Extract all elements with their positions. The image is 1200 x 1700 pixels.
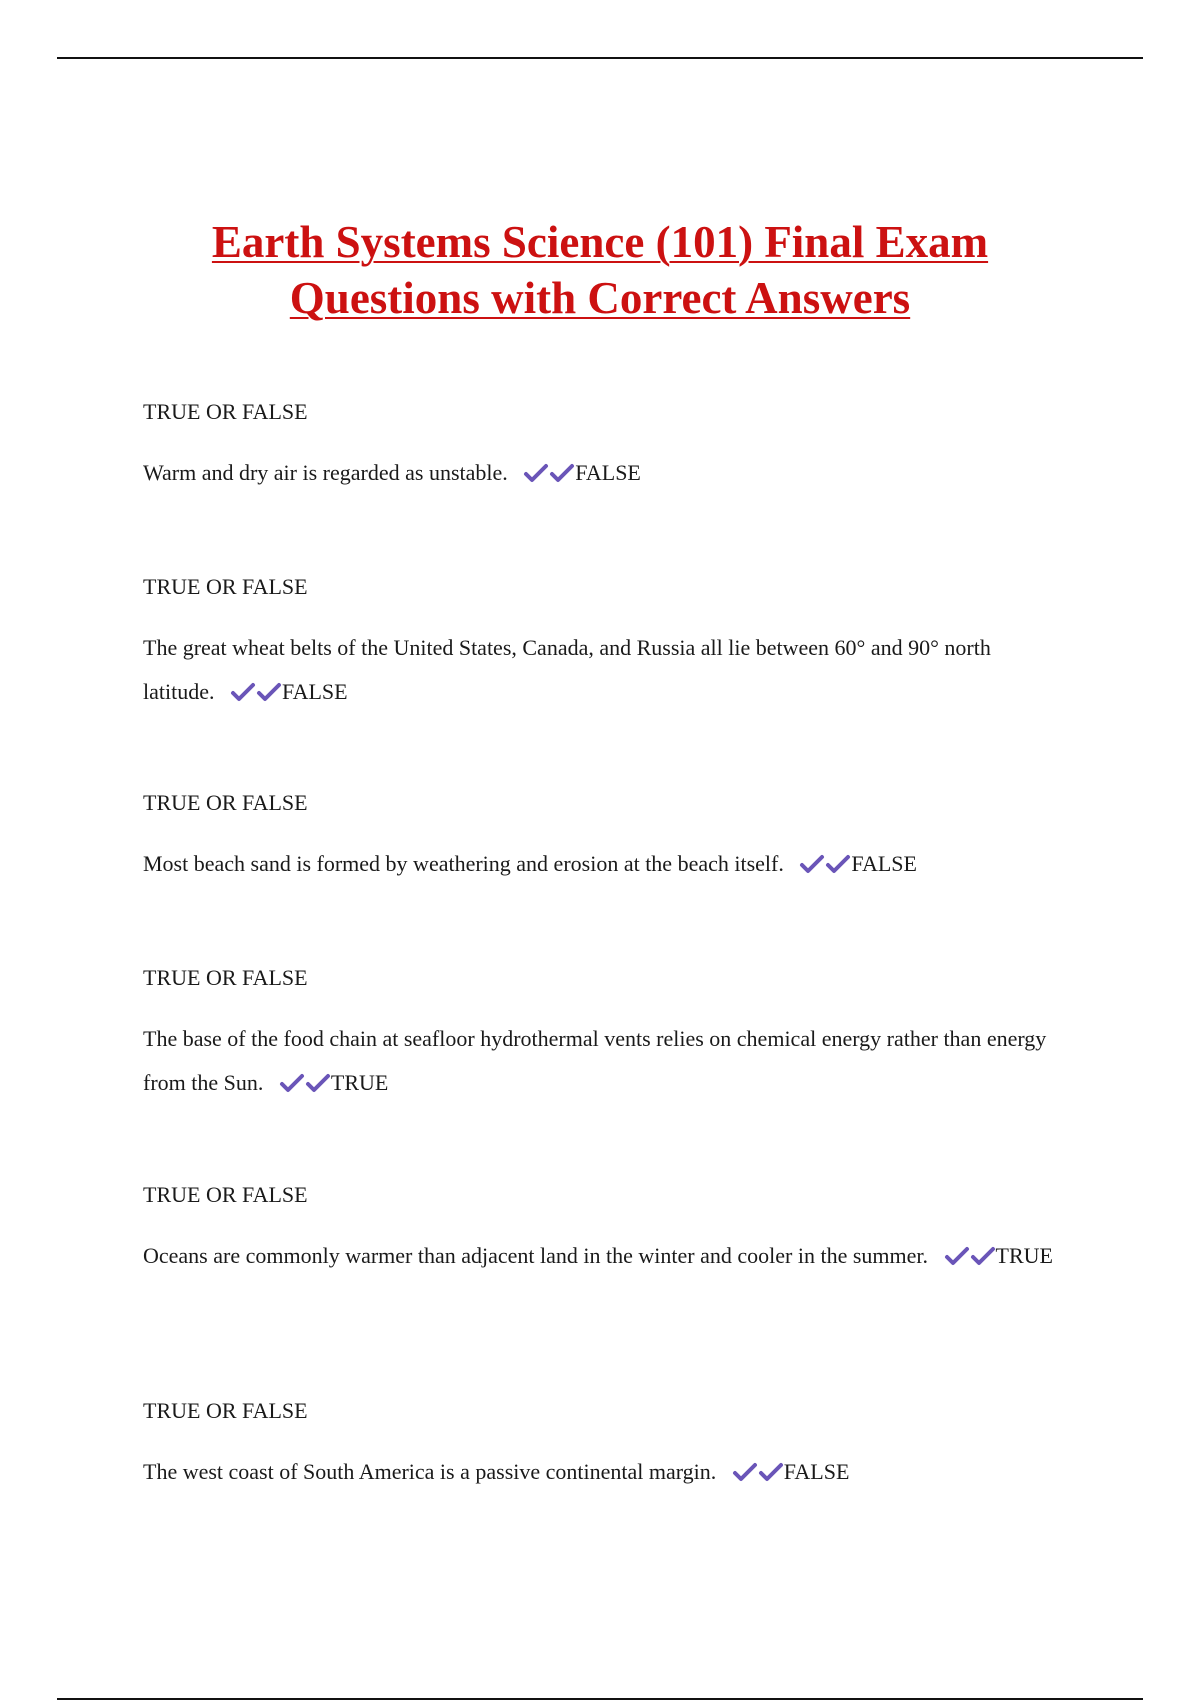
checkmark-icon (799, 854, 825, 874)
question-label: TRUE OR FALSE (143, 399, 308, 424)
question-text: The great wheat belts of the United States, Canada, and Russia all lie between 60° and 90° north latitude. (143, 635, 991, 704)
answer-value: FALSE (575, 460, 641, 485)
question-label: TRUE OR FALSE (143, 1398, 308, 1423)
checkmark-icon (230, 682, 256, 702)
checkmark-icon (279, 1073, 305, 1093)
checkmark-icon (305, 1073, 331, 1093)
checkmark-icon (732, 1462, 758, 1482)
question-text-line (143, 626, 1063, 714)
title-line-2: Questions with Correct Answers (289, 273, 911, 323)
question-text-line (143, 1017, 1063, 1105)
answer-checks (944, 1243, 996, 1268)
question-label: TRUE OR FALSE (143, 574, 308, 599)
question-label: TRUE OR FALSE (143, 790, 308, 815)
question-text-line (143, 451, 1063, 495)
question-item (143, 1182, 1063, 1278)
answer-checks (799, 851, 851, 876)
question-item (143, 574, 1063, 714)
question-label: TRUE OR FALSE (143, 965, 308, 990)
question-text: Oceans are commonly warmer than adjacent land in the winter and cooler in the summer. (143, 1243, 934, 1268)
answer-value: TRUE (330, 1070, 389, 1095)
answer-value: FALSE (281, 679, 348, 704)
answer-value: FALSE (851, 851, 917, 876)
question-label: TRUE OR FALSE (143, 1182, 308, 1207)
question-text: The west coast of South America is a passive continental margin. (143, 1459, 722, 1484)
answer-value: FALSE (783, 1459, 850, 1484)
question-text-line (143, 1234, 1063, 1278)
question-text-line (143, 842, 1063, 886)
answer-checks (279, 1070, 331, 1095)
question-item (143, 399, 1063, 495)
question-text: Most beach sand is formed by weathering and erosion at the beach itself. (143, 851, 790, 876)
answer-checks (230, 679, 282, 704)
checkmark-icon (944, 1246, 970, 1266)
question-text-line (143, 1450, 1063, 1494)
question-text: The base of the food chain at seafloor hydrothermal vents relies on chemical energy rather than energy from the Sun. (143, 1026, 1047, 1095)
answer-checks (732, 1459, 784, 1484)
question-item (143, 965, 1063, 1105)
checkmark-icon (758, 1462, 784, 1482)
checkmark-icon (549, 463, 575, 483)
question-text: Warm and dry air is regarded as unstable. (143, 460, 514, 485)
question-item (143, 1398, 1063, 1494)
checkmark-icon (970, 1246, 996, 1266)
answer-checks (523, 460, 575, 485)
checkmark-icon (523, 463, 549, 483)
checkmark-icon (825, 854, 851, 874)
title-line-1: Earth Systems Science (101) Final Exam (211, 217, 989, 267)
question-item (143, 790, 1063, 886)
checkmark-icon (256, 682, 282, 702)
answer-value: TRUE (995, 1243, 1053, 1268)
